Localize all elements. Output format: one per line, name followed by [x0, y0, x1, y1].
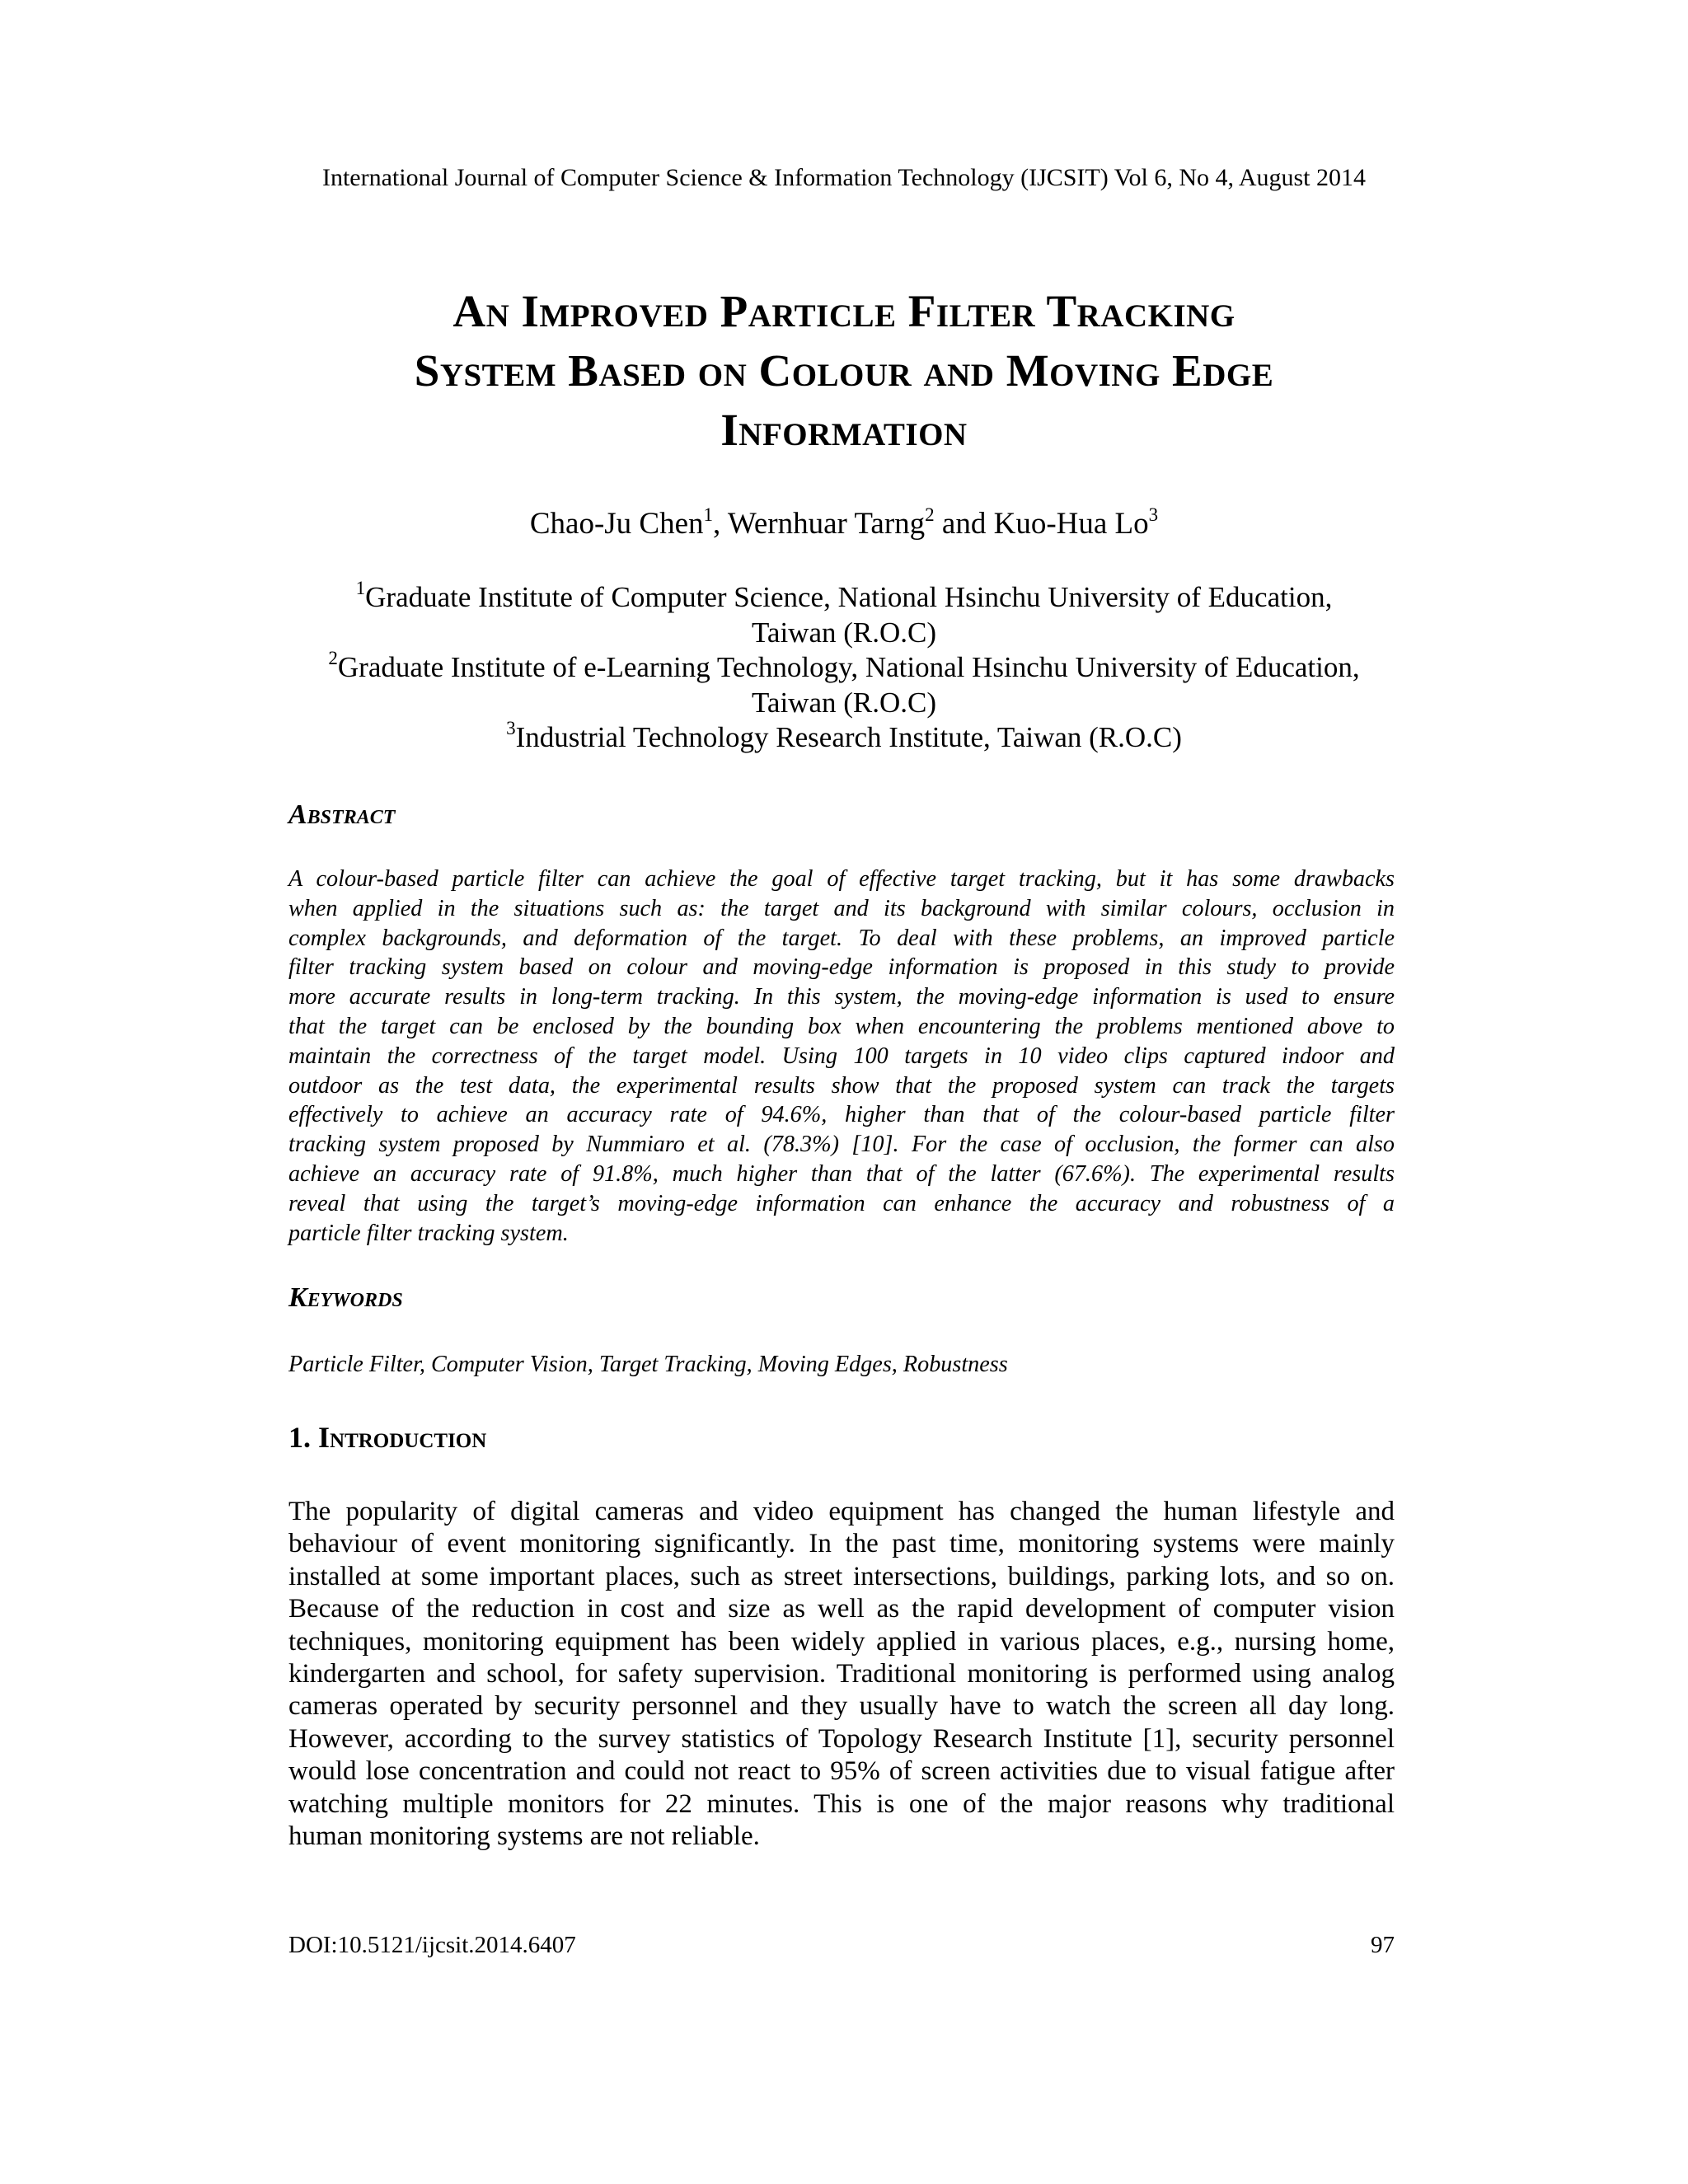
introduction-line: behaviour of event monitoring significantly. In the past time, monitoring systems were mainly [288, 1529, 1395, 1559]
affiliation-mark: 3 [506, 718, 516, 739]
title-line: An Improved Particle Filter Tracking [452, 286, 1236, 336]
author-name: Wernhuar Tarng [727, 507, 926, 541]
abstract-line: particle filter tracking system. [288, 1220, 569, 1246]
introduction-line: watching multiple monitors for 22 minutes. This is one of the major reasons why traditional [288, 1788, 1395, 1819]
author-affiliation-mark: 1 [703, 504, 714, 525]
page-number: 97 [1371, 1932, 1395, 1958]
abstract-line: tracking system proposed by Nummiaro et al. (78.3%) [10]. For the case of occlusion, the former can also [288, 1132, 1395, 1158]
affiliation-text: Industrial Technology Research Institute, Taiwan (R.O.C) [515, 721, 1182, 754]
abstract-line: that the target can be enclosed by the bounding box when encountering the problems mentioned above to [288, 1013, 1395, 1039]
abstract-line: effectively to achieve an accuracy rate of 94.6%, higher than that of the colour-based particle filter [288, 1102, 1395, 1128]
affiliation-text: Graduate Institute of e-Learning Technology, National Hsinchu University of Education, [337, 651, 1360, 684]
introduction-line: kindergarten and school, for safety supervision. Traditional monitoring is performed using analog [288, 1659, 1395, 1690]
abstract-line: when applied in the situations such as: the target and its background with similar colours, occlusion in [288, 895, 1395, 921]
abstract-body [288, 865, 1395, 1248]
affiliation-mark: 2 [328, 648, 338, 669]
author-separator: and [934, 507, 994, 541]
author-name: Kuo-Hua Lo [993, 507, 1149, 541]
affiliation-text: Graduate Institute of Computer Science, National Hsinchu University of Education, [365, 581, 1333, 613]
affiliation-line [185, 650, 1503, 686]
journal-running-header: International Journal of Computer Science & Information Technology (IJCSIT) Vol 6, No 4, August 2014 [321, 164, 1367, 191]
author-name: Chao-Ju Chen [529, 507, 704, 541]
introduction-body [288, 1496, 1395, 1853]
doi-footer: DOI:10.5121/ijcsit.2014.6407 [288, 1932, 576, 1958]
introduction-line: Because of the reduction in cost and size as well as the rapid development of computer vision [288, 1594, 1395, 1624]
abstract-heading: Abstract [288, 799, 396, 830]
keywords-list: Particle Filter, Computer Vision, Target Tracking, Moving Edges, Robustness [288, 1352, 1008, 1377]
author-separator: , [713, 507, 728, 541]
author-affiliation-mark: 3 [1148, 504, 1159, 525]
introduction-line: However, according to the survey statistics of Topology Research Institute [1], security personnel [288, 1723, 1395, 1754]
introduction-line: techniques, monitoring equipment has been widely applied in various places, e.g., nursing home, [288, 1626, 1395, 1657]
introduction-heading: 1. Introduction [288, 1421, 487, 1454]
author-affiliation-mark: 2 [925, 504, 935, 525]
abstract-line: outdoor as the test data, the experimental results show that the proposed system can track the targets [288, 1072, 1395, 1099]
title-line: System Based on Colour and Moving Edge [414, 345, 1274, 396]
introduction-line: cameras operated by security personnel and they usually have to watch the screen all day long. [288, 1691, 1395, 1722]
introduction-line: would lose concentration and could not react to 95% of screen activities due to visual fatigue after [288, 1756, 1395, 1787]
abstract-line: reveal that using the target’s moving-edge information can enhance the accuracy and robustness of a [288, 1190, 1395, 1216]
paper-title [185, 282, 1503, 460]
title-line: Information [720, 405, 968, 455]
abstract-line: filter tracking system based on colour and moving-edge information is proposed in this study to provide [288, 954, 1395, 981]
abstract-line: more accurate results in long-term tracking. In this system, the moving-edge information is used to ensure [288, 984, 1395, 1010]
introduction-line: human monitoring systems are not reliable. [288, 1821, 760, 1852]
affiliation-line [185, 720, 1503, 756]
abstract-line: A colour-based particle filter can achieve the goal of effective target tracking, but it has some drawbacks [288, 866, 1395, 892]
abstract-line: complex backgrounds, and deformation of the target. To deal with these problems, an improved particle [288, 925, 1395, 951]
abstract-line: achieve an accuracy rate of 91.8%, much higher than that of the latter (67.6%). The experimental results [288, 1160, 1395, 1187]
introduction-line: installed at some important places, such as street intersections, buildings, parking lots, and so on. [288, 1561, 1395, 1591]
author-list [0, 504, 1688, 544]
introduction-line: The popularity of digital cameras and video equipment has changed the human lifestyle and [288, 1497, 1395, 1526]
keywords-heading: Keywords [288, 1282, 403, 1313]
abstract-line: maintain the correctness of the target model. Using 100 targets in 10 video clips captured indoor and [288, 1043, 1395, 1069]
affiliation-list [185, 580, 1503, 756]
affiliation-line [185, 580, 1503, 616]
affiliation-line: Taiwan (R.O.C) [751, 616, 937, 649]
affiliation-mark: 1 [355, 578, 366, 598]
affiliation-line: Taiwan (R.O.C) [751, 686, 937, 719]
